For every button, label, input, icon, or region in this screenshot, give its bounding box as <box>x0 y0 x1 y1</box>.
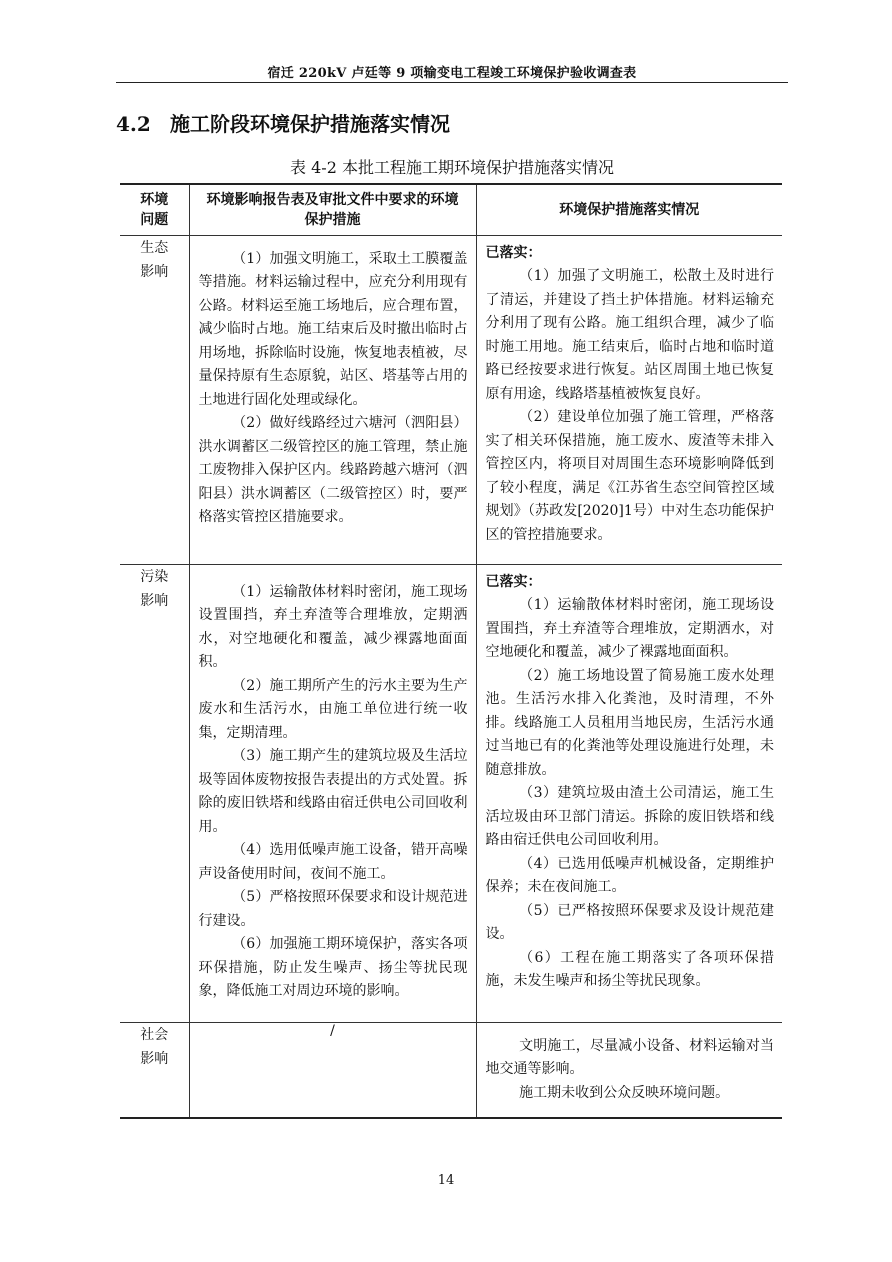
requirement-item: （1）加强文明施工，采取土工膜覆盖等措施。材料运输过程中，应充分利用现有公路。材料运至施工场地后，应合理布置，减少临时占地。施工结束后及时撤出临时占用场地，拆除临时设施，恢复地表植被，尽量保持原有生态原貌，站区、塔基等占用的土地进行固化处理或绿化。 <box>198 250 468 408</box>
status-label: 已落实： <box>485 573 542 590</box>
implementation-item: （1）加强了文明施工，松散土及时进行了清运，并建设了挡土护体措施。材料运输充分利用了现有公路。施工组织合理，减少了临时施工用地。施工结束后，临时占地和临时道路已经按要求进行恢复。站区周围土地已恢复原有用途，线路塔基植被恢复良好。 <box>485 268 774 402</box>
requirement-item: （2）做好线路经过六塘河（泗阳县）洪水调蓄区二级管控区的施工管理，禁止施工废物排入保护区内。线路跨越六塘河（泗阳县）洪水调蓄区（二级管控区）时，要严格落实管控区措施要求。 <box>198 415 468 525</box>
status-label: 已落实： <box>485 244 542 261</box>
implementation-cell <box>476 564 782 1022</box>
section-title: 施工阶段环境保护措施落实情况 <box>170 112 450 136</box>
requirements-cell <box>189 564 476 1022</box>
table-header-row <box>120 184 782 235</box>
implementation-item: （3）建筑垃圾由渣土公司清运，施工生活垃圾由环卫部门清运。拆除的废旧铁塔和线路由宿迁供电公司回收利用。 <box>485 785 774 848</box>
requirements-cell <box>189 1022 476 1118</box>
category-cell: 污染影响 <box>120 564 189 1022</box>
table-caption: 表 4-2 本批工程施工期环境保护措施落实情况 <box>290 158 614 177</box>
measures-table <box>120 183 782 1119</box>
requirement-item: （5）严格按照环保要求和设计规范进行建设。 <box>198 889 468 929</box>
implementation-item: （1）运输散体材料时密闭，施工现场设置围挡，弃土弃渣等合理堆放，定期洒水，对空地硬化和覆盖，减少了裸露地面面积。 <box>485 597 774 660</box>
requirement-item: （4）选用低噪声施工设备，错开高噪声设备使用时间，夜间不施工。 <box>198 842 468 882</box>
implementation-cell <box>476 235 782 564</box>
requirement-item: （3）施工期产生的建筑垃圾及生活垃圾等固体废物按报告表提出的方式处置。拆除的废旧铁塔和线路由宿迁供电公司回收利用。 <box>198 748 468 835</box>
implementation-cell <box>476 1022 782 1118</box>
header-rule <box>116 82 788 83</box>
header-issue: 环境问题 <box>120 184 189 235</box>
category-cell: 生态影响 <box>120 235 189 564</box>
implementation-item: （6）工程在施工期落实了各项环保措施，未发生噪声和扬尘等扰民现象。 <box>485 949 774 989</box>
requirement-item: （1）运输散体材料时密闭，施工现场设置围挡，弃土弃渣等合理堆放，定期洒水，对空地硬化和覆盖，减少裸露地面面积。 <box>198 583 468 670</box>
implementation-item: （5）已严格按照环保要求及设计规范建设。 <box>485 902 774 942</box>
section-heading <box>116 108 450 137</box>
requirement-item: （6）加强施工期环境保护，落实各项环保措施，防止发生噪声、扬尘等扰民现象，降低施工对周边环境的影响。 <box>198 936 468 999</box>
requirements-cell <box>189 235 476 564</box>
table-row-pollution <box>120 564 782 1022</box>
running-header: 宿迁 220kV 卢廷等 9 项输变电工程竣工环境保护验收调查表 <box>267 66 637 81</box>
implementation-item: （2）建设单位加强了施工管理，严格落实了相关环保措施，施工废水、废渣等未排入管控区内，将项目对周围生态环境影响降低到了较小程度，满足《江苏省生态空间管控区域规划》（苏政发[2020]1号）中对生态功能保护区的管控措施要求。 <box>485 409 774 543</box>
header-implementation: 环境保护措施落实情况 <box>476 184 782 235</box>
table-row-ecology <box>120 235 782 564</box>
implementation-item: （4）已选用低噪声机械设备，定期维护保养；未在夜间施工。 <box>485 855 774 895</box>
header-requirements: 环境影响报告表及审批文件中要求的环境保护措施 <box>189 184 476 235</box>
table-row-social <box>120 1022 782 1118</box>
implementation-item: （2）施工场地设置了简易施工废水处理池。生活污水排入化粪池，及时清理，不外排。线路施工人员租用当地民房，生活污水通过当地已有的化粪池等处理设施进行处理，未随意排放。 <box>485 667 774 778</box>
section-number: 4.2 <box>116 112 151 136</box>
requirement-item: （2）施工期所产生的污水主要为生产废水和生活污水，由施工单位进行统一收集，定期清理。 <box>198 677 468 741</box>
not-applicable-mark: / <box>330 1022 335 1039</box>
category-cell: 社会影响 <box>120 1022 189 1118</box>
implementation-item: 施工期未收到公众反映环境问题。 <box>519 1084 730 1101</box>
page-number: 14 <box>437 1173 455 1188</box>
implementation-item: 文明施工，尽量减小设备、材料运输对当地交通等影响。 <box>485 1037 774 1077</box>
